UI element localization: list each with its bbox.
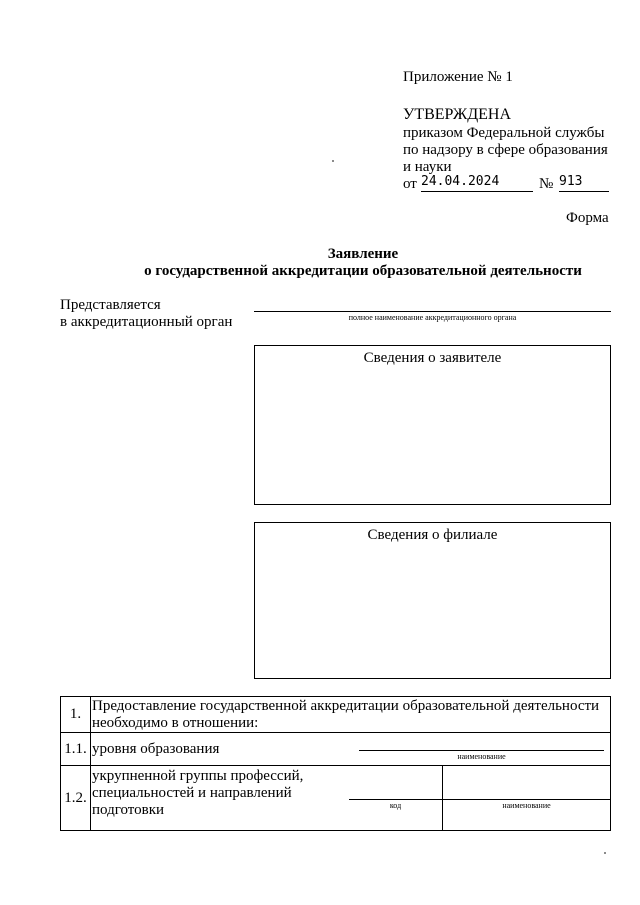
approved-label: УТВЕРЖДЕНА [403, 106, 512, 123]
submitted-line-2: в аккредитационный орган [60, 314, 233, 330]
branch-info-box[interactable] [254, 522, 611, 679]
applicant-info-title: Сведения о заявителе [363, 350, 502, 366]
code-cell [91, 766, 443, 831]
specialty-name-caption: наименование [502, 801, 551, 810]
row-text-line: специальностей и направлений [92, 785, 292, 801]
order-line-3: и науки [403, 159, 452, 175]
order-line-1: приказом Федеральной службы [403, 125, 605, 141]
requirements-table [60, 696, 611, 831]
education-level-cell [91, 733, 611, 766]
form-label: Форма [566, 210, 609, 226]
education-level-field[interactable] [359, 750, 604, 751]
table-row [61, 697, 611, 733]
specialty-code-caption: код [389, 801, 402, 810]
name-cell [443, 766, 611, 831]
row-text-line: подготовки [92, 802, 165, 818]
row-text: Предоставление государственной аккредитации образовательной деятельности необходимо в отношении: [91, 697, 611, 733]
document-title: Заявление [327, 246, 399, 262]
accreditation-body-caption: полное наименование аккредитационного органа [348, 313, 517, 322]
scan-dot [604, 852, 606, 854]
submitted-line-1: Представляется [60, 297, 161, 313]
applicant-info-box[interactable] [254, 345, 611, 505]
order-date [421, 174, 533, 192]
order-line-2: по надзору в сфере образования [403, 142, 608, 158]
branch-info-title: Сведения о филиале [367, 527, 498, 543]
row-number: 1. [61, 697, 91, 733]
row-number: 1.1. [61, 733, 91, 766]
specialty-name-field[interactable] [443, 799, 610, 800]
appendix-label: Приложение № 1 [403, 69, 513, 85]
row-text-line: укрупненной группы профессий, [92, 768, 304, 784]
education-level-caption: наименование [457, 752, 506, 761]
accreditation-body-field[interactable] [254, 311, 611, 312]
specialty-code-field[interactable] [349, 799, 442, 800]
row-number: 1.2. [61, 766, 91, 831]
row-text: уровня образования [92, 740, 220, 757]
number-prefix: № [539, 176, 554, 192]
table-row [61, 733, 611, 766]
order-number-value: 913 [559, 174, 583, 189]
table-row [61, 766, 611, 831]
order-number [559, 174, 609, 192]
date-prefix: от [403, 176, 417, 192]
document-subtitle: о государственной аккредитации образовательной деятельности [144, 263, 582, 279]
order-date-value: 24.04.2024 [421, 174, 500, 189]
scan-dot [332, 160, 334, 162]
